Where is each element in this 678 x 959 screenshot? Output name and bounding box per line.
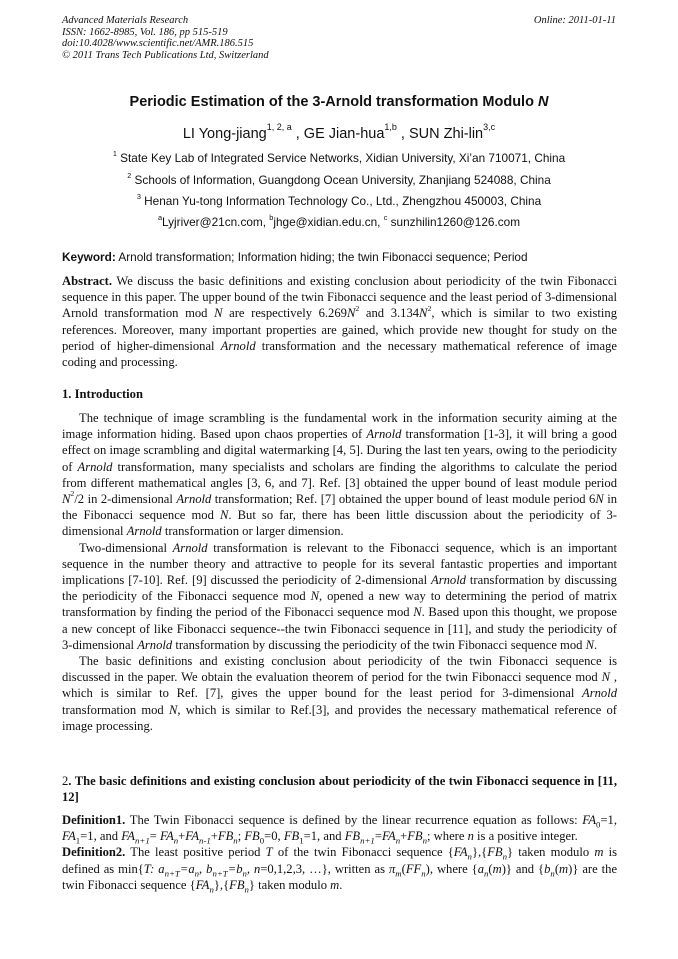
affiliation-2: $^2$ Schools of Information, Guangdong Ocean University, Zhanjiang 524088, China — [127, 170, 551, 187]
introduction-body — [62, 410, 617, 734]
section-2-heading: 2. The basic definitions and existing conclusion about periodicity of the twin Fibonacci sequence in [11, 12] — [62, 774, 617, 805]
section-1-heading: 1. Introduction — [62, 387, 143, 401]
copyright-line: © 2011 Trans Tech Publications Ltd, Switzerland — [62, 49, 269, 61]
journal-header — [62, 15, 616, 61]
author-li: LI Yong-jiang — [182, 126, 267, 142]
author-emails: $^a$Lyjriver@21cn.com, $^b$jhge@xidian.edu.cn, $^c$ sunzhilin1260@126.com — [157, 212, 521, 229]
journal-name: Advanced Materials Research — [62, 15, 189, 26]
paper-title: Periodic Estimation of the 3-Arnold transformation Modulo N — [129, 94, 549, 110]
intro-paragraph-1: The technique of image scrambling is the fundamental work in the information security aiming at the image information hiding. Based upon chaos properties of Arnold transformation [1-3], it will bring a good effect on image scrambling and digital watermarking [4, 5]. During the last ten years, owing to the periodicity of Arnold transformation, many specialists and scholars are finding the algorithms to calculate the period from different mathematical angles [3, 6, and 7]. Ref. [3] obtained the upper bound of least module period $N^2/2$ in 2-dimensional Arnold transformation; Ref. [7] obtained the upper bound of least module period 6N in the Fibonacci sequence mod N. But so far, there has been little discussion about the periodicity of 3-dimensional Arnold transformation or larger dimension. — [62, 411, 618, 539]
affiliation-1: $^1$ State Key Lab of Integrated Service Networks, Xidian University, Xi’an 710071, China — [112, 148, 566, 165]
definition-1: Definition1. The Twin Fibonacci sequence is defined by the linear recurrence equation as follows: $FA_0=1$, $FA_1=1$, and $FA_{n+1}= FA_n+FA_{n-1}+FB_n$; $FB_0=0$, $FB_1=1$, and $FB_{n+1}=FA_n+FB_n$; where n is a positive integer. — [62, 813, 617, 846]
keywords: Keyword: Arnold transformation; Information hiding; the twin Fibonacci sequence; Period — [62, 250, 528, 264]
doi-line: doi:10.4028/www.scientific.net/AMR.186.515 — [62, 38, 254, 49]
author-line: LI Yong-jiang$^{1, 2, a}$ , GE Jian-hua$^{1,b}$ , SUN Zhi-lin$^{3,c}$ — [182, 122, 496, 142]
definition-2: Definition2. The least positive period T of the twin Fibonacci sequence $\{FA_n\},\{FB_n\}$ taken modulo m is defined as min{T: $a_{n+T}=a_n$, $b_{n+T}=b_n$, n=0,1,2,3, …}, written as $\pi_m(FF_n)$, where $\{a_n(m)\}$ and $\{b_n(m)\}$ are the twin Fibonacci sequence $\{FA_n\},\{FB_n\}$ taken modulo m. — [62, 845, 618, 895]
affiliation-3: $^3$ Henan Yu-tong Information Technology Co., Ltd., Zhengzhou 450003, China — [136, 191, 542, 208]
author-ge: GE Jian-hua — [303, 126, 385, 142]
intro-paragraph-3: The basic definitions and existing conclusion about periodicity of the twin Fibonacci sequence is discussed in the paper. We obtain the evaluation theorem of period for the twin Fibonacci sequence mod N , which is similar to Ref. [7], gives the upper bound for the least period for 3-dimensional Arnold transformation mod N, which is similar to Ref.[3], and provides the necessary mathematical reference of image processing. — [62, 654, 618, 733]
author-sun: SUN Zhi-lin — [409, 126, 484, 142]
abstract: Abstract. We discuss the basic definitions and existing conclusion about periodicity of the twin Fibonacci sequence in this paper. The upper bound of the twin Fibonacci sequence and the least period of 3-dimensional Arnold transformation mod N are respectively $6.269N^2$ and $3.134N^2$, which is similar to two existing references. Moreover, many important properties are gained, which provide new thought for study on the period of higher-dimensional Arnold transformation and the necessary mathematical reference of image coding and processing. — [62, 274, 617, 370]
definitions — [62, 812, 617, 893]
online-date: Online: 2011-01-11 — [533, 15, 616, 26]
issn-line: ISSN: 1662-8985, Vol. 186, pp 515-519 — [62, 26, 228, 38]
intro-paragraph-2: Two-dimensional Arnold transformation is relevant to the Fibonacci sequence, which is an important sequence in the number theory and attractive to people for its several fantastic properties and important implications [7-10]. Ref. [9] discussed the periodicity of 2-dimensional Arnold transformation by discussing the periodicity of the Fibonacci sequence mod N, opened a new way to determining the period of matrix transformation by finding the period of the Fibonacci sequence mod N. Based upon this thought, we propose a new concept of like Fibonacci sequence--the twin Fibonacci sequence in [11], and study the periodicity of 3-dimensional Arnold transformation by discussing the periodicity of the twin Fibonacci sequence mod N. — [62, 540, 618, 652]
